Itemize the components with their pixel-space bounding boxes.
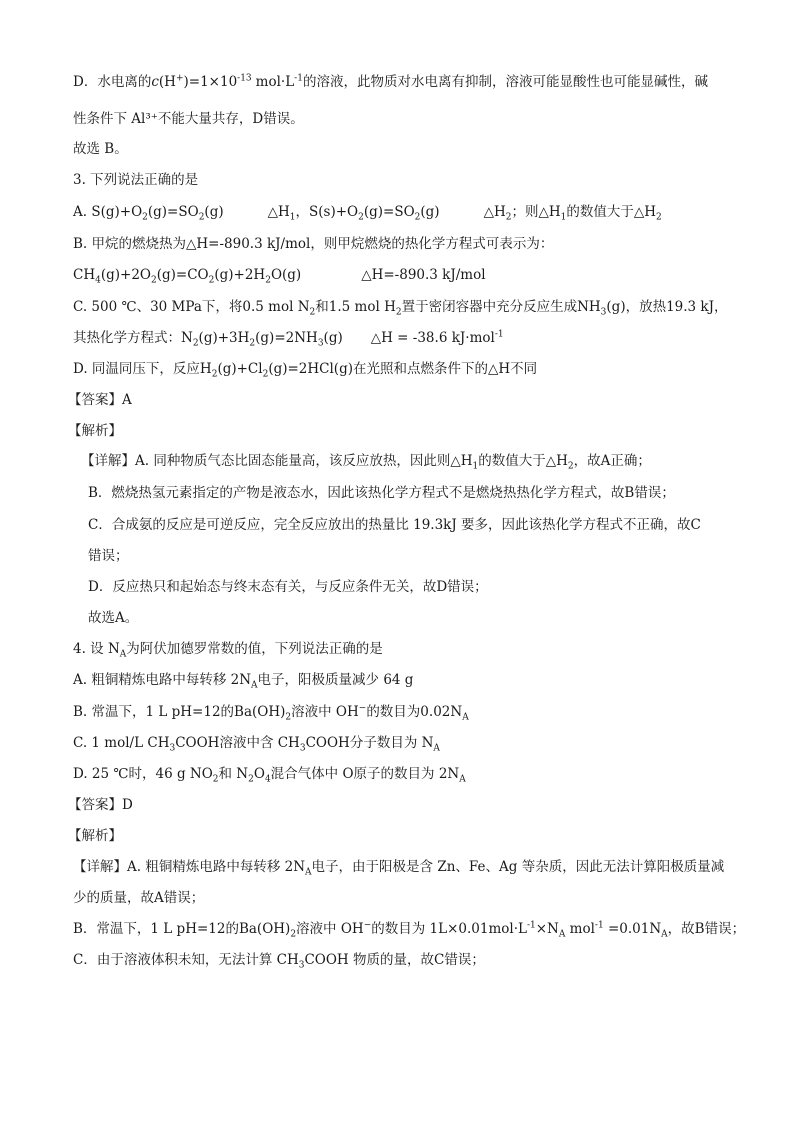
q4-detail-b-sub: 2: [290, 929, 297, 940]
q4-detail-b-text: mol: [565, 921, 595, 937]
q3-detail-c-line1: C．合成氨的反应是可逆反应，完全反应放出的热量比 19.3kJ 要多，因此该热化学方程式不正确，故C: [88, 517, 701, 533]
q3-a-text: A. S(g)+O: [73, 204, 143, 220]
q2-conclusion: 故选 B。: [73, 141, 128, 157]
q3-b-eq-sub: 2: [151, 275, 157, 286]
q3-a-tail-sub: 1: [560, 212, 567, 223]
q2-option-d-line1: [73, 72, 708, 92]
q2-option-d-line2: 性条件下 Al³⁺不能大量共存，D错误。: [73, 111, 304, 127]
q3-detail-a-sub: 1: [472, 461, 479, 472]
q4-detail-c: [73, 950, 485, 970]
q4-c-sub: A: [433, 743, 440, 754]
q4-detail-a-text: 电子，由于阳极是含 Zn、Fe、Ag 等杂质，因此无法计算阳极质量减: [311, 859, 725, 875]
q3-b-eq-dh: △H=-890.3 kJ/mol: [361, 267, 486, 283]
q3-detail-b: B．燃烧热氢元素指定的产物是液态水，因此该热化学方程式不是燃烧热热化学方程式，故B错误；: [88, 485, 675, 501]
q4-detail-c-text: C．由于溶液体积未知，无法计算 CH: [73, 952, 299, 968]
q4-b-sub: A: [462, 712, 469, 723]
q3-c-sub: 2: [249, 338, 256, 349]
q2-h-close: ): [183, 74, 189, 90]
q4-detail-b-text: 溶液中 OH: [296, 921, 364, 937]
q3-a-tail2: 的数值大于△H: [566, 204, 656, 220]
q3-a-text: ，S(s)+O: [295, 204, 359, 220]
q3-stem: 3. 下列说法正确的是: [73, 172, 199, 188]
q4-detail-b-text: 的数目为 1L×0.01mol·L: [371, 921, 527, 937]
q3-d-sub: 2: [262, 369, 269, 380]
q3-b-eq: (g)+2O: [100, 267, 151, 283]
q3-c-dh-exp: -1: [494, 329, 504, 340]
q3-answer: 【答案】A: [68, 392, 132, 408]
q3-c-dh: △H = -38.6 kJ·mol: [370, 330, 495, 346]
q3-a-dh2-sub: 2: [505, 212, 512, 223]
q3-c-text: C. 500 ℃、30 MPa下，将0.5 mol N: [73, 299, 310, 315]
q3-c-sub: 2: [309, 307, 316, 318]
q3-detail-a-text: ，故A正确；: [573, 453, 651, 469]
q3-a-sub: 2: [414, 212, 421, 223]
q3-option-c-line2: [73, 328, 504, 348]
q4-stem-text: 4. 设 N: [73, 641, 120, 657]
q3-b-eq: (g)=CO: [156, 267, 209, 283]
q4-detail-b-sup: -1: [594, 920, 604, 931]
q3-option-c-line1: [73, 297, 728, 317]
q4-stem: [73, 639, 383, 659]
q2-exp: -13: [237, 73, 252, 84]
q4-detail-b-text: B．常温下，1 L pH=12的Ba(OH): [73, 921, 291, 937]
q4-option-b: [73, 702, 469, 722]
q4-d-text: O: [253, 766, 265, 782]
q3-a-text: (g): [204, 204, 224, 220]
q3-c-text: 和1.5 mol H: [315, 299, 396, 315]
q4-a-text: 电子，阳极质量减少 64 g: [257, 672, 414, 688]
q3-a-sub: 2: [142, 212, 148, 223]
q4-c-text: C. 1 mol/L CH: [73, 735, 170, 751]
q4-a-sub: A: [251, 680, 258, 691]
q4-d-text: 混合气体中 O原子的数目为 2N: [270, 766, 460, 782]
q4-detail-b-sup: -1: [526, 920, 536, 931]
q3-b-eq-sub: 2: [208, 275, 215, 286]
q4-detail-a-text: 【详解】A. 粗铜精炼电路中每转移 2N: [73, 859, 306, 875]
q3-d-text: (g)=2HCl(g)在光照和点燃条件下的△H不同: [268, 361, 538, 377]
q2-equals-val: =1×10: [188, 74, 238, 90]
q4-b-text: 溶液中 OH: [291, 704, 359, 720]
q4-d-sub: 4: [264, 774, 271, 785]
q3-a-tail2-sub: 2: [656, 212, 662, 223]
q4-d-text: D. 25 ℃时，46 g NO: [73, 766, 213, 782]
q3-c-sub: 2: [192, 338, 199, 349]
q4-c-text: COOH分子数目为 N: [305, 735, 434, 751]
q4-b-text: 的数目为0.02N: [366, 704, 463, 720]
q4-detail-a-sub: A: [305, 867, 312, 878]
q2-unit-exp: -1: [294, 73, 303, 84]
q4-d-text: 和 N: [218, 766, 249, 782]
q3-option-b: B. 甲烷的燃烧热为△H=-890.3 kJ/mol，则甲烷燃烧的热化学方程式可表示为：: [73, 236, 554, 252]
q4-d-sub: 2: [212, 774, 219, 785]
q4-detail-a-line1: [73, 857, 724, 877]
q3-a-tail: ；则△H: [511, 204, 561, 220]
q3-a-dh2: △H: [483, 204, 506, 220]
q2-c-symbol: c: [151, 74, 159, 90]
q3-detail-a-sub: 2: [567, 461, 574, 472]
q4-detail-c-sub: 3: [298, 960, 305, 971]
q4-b-sub: 2: [285, 712, 292, 723]
q4-stem-sub: A: [119, 649, 127, 660]
q4-d-sub: A: [459, 774, 466, 785]
q3-option-a: [73, 202, 662, 222]
q3-detail-a-text: 的数值大于△H: [478, 453, 568, 469]
q4-detail-b-text: ，故B错误；: [667, 921, 746, 937]
q3-analysis-heading: 【解析】: [68, 423, 122, 439]
q3-c-text: (g): [323, 330, 343, 346]
q4-detail-b-text: =0.01N: [603, 921, 662, 937]
q4-answer: 【答案】D: [68, 797, 133, 813]
q4-detail-b-sup: −: [363, 920, 372, 931]
q3-c-text: (g)=2NH: [255, 330, 318, 346]
q3-a-dh1: △H: [267, 204, 290, 220]
q3-detail-a: [81, 451, 651, 471]
q3-detail-d: D．反应热只和起始态与终末态有关，与反应条件无关，故D错误；: [88, 579, 488, 595]
q3-c-text: 其热化学方程式：N: [73, 330, 193, 346]
q3-b-eq-sub: 4: [95, 275, 101, 286]
q3-conclusion: 故选A。: [88, 610, 139, 626]
q3-option-b-equation: [73, 265, 486, 285]
q4-detail-b: [73, 919, 745, 939]
q4-detail-b-text: ×N: [535, 921, 559, 937]
q3-c-sub: 3: [600, 307, 607, 318]
q3-c-text: (g)，放热19.3 kJ，: [606, 299, 728, 315]
q2-h-open: (H: [158, 74, 176, 90]
q3-d-sub: 2: [211, 369, 218, 380]
q3-b-eq-sub: 2: [265, 275, 271, 286]
q3-a-sub: 2: [358, 212, 364, 223]
q4-c-sub: 3: [299, 743, 306, 754]
q4-analysis-heading: 【解析】: [68, 828, 122, 844]
q4-a-text: A. 粗铜精炼电路中每转移 2N: [73, 672, 252, 688]
q4-option-a: [73, 670, 413, 690]
q3-option-d: [73, 359, 537, 379]
q4-b-sup: −: [358, 703, 367, 714]
q4-option-d: [73, 764, 466, 784]
q4-option-c: [73, 733, 440, 753]
q4-detail-c-text: COOH 物质的量，故C错误；: [304, 952, 485, 968]
q3-detail-a-text: 【详解】A. 同种物质气态比固态能量高，该反应放热，因此则△H: [81, 453, 473, 469]
q3-d-text: D. 同温同压下，反应H: [73, 361, 212, 377]
q3-b-eq: O(g): [270, 267, 302, 283]
q4-b-text: B. 常温下，1 L pH=12的Ba(OH): [73, 704, 286, 720]
q3-detail-c-line2: 错误；: [88, 548, 129, 564]
q3-b-eq: (g)+2H: [214, 267, 266, 283]
q4-detail-a-line2: 少的质量，故A错误；: [73, 890, 205, 906]
q3-d-text: (g)+Cl: [217, 361, 263, 377]
q2-h-charge: +: [175, 73, 184, 84]
q3-a-dh1-sub: 1: [289, 212, 296, 223]
q3-a-text: (g): [420, 204, 440, 220]
q4-d-sub: 2: [248, 774, 254, 785]
q3-a-text: (g)=SO: [147, 204, 199, 220]
q4-c-sub: 3: [169, 743, 176, 754]
q2-d-rest: 的溶液，此物质对水电离有抑制，溶液可能显酸性也可能显碱性，碱: [302, 74, 708, 90]
q3-a-text: (g)=SO: [363, 204, 415, 220]
q2-d-prefix: D．水电离的: [73, 74, 152, 90]
q3-c-text: 置于密闭容器中充分反应生成NH: [401, 299, 601, 315]
q4-c-text: COOH溶液中含 CH: [175, 735, 300, 751]
q3-b-eq: CH: [73, 267, 96, 283]
q3-c-sub: 3: [317, 338, 324, 349]
q2-unit: mol·L: [255, 74, 295, 90]
q4-detail-b-sub: A: [661, 929, 668, 940]
q3-a-sub: 2: [198, 212, 205, 223]
q4-detail-b-sub: A: [558, 929, 566, 940]
q3-c-text: (g)+3H: [198, 330, 250, 346]
q4-stem-text: 为阿伏加德罗常数的值，下列说法正确的是: [126, 641, 383, 657]
q3-c-sub: 2: [395, 307, 402, 318]
